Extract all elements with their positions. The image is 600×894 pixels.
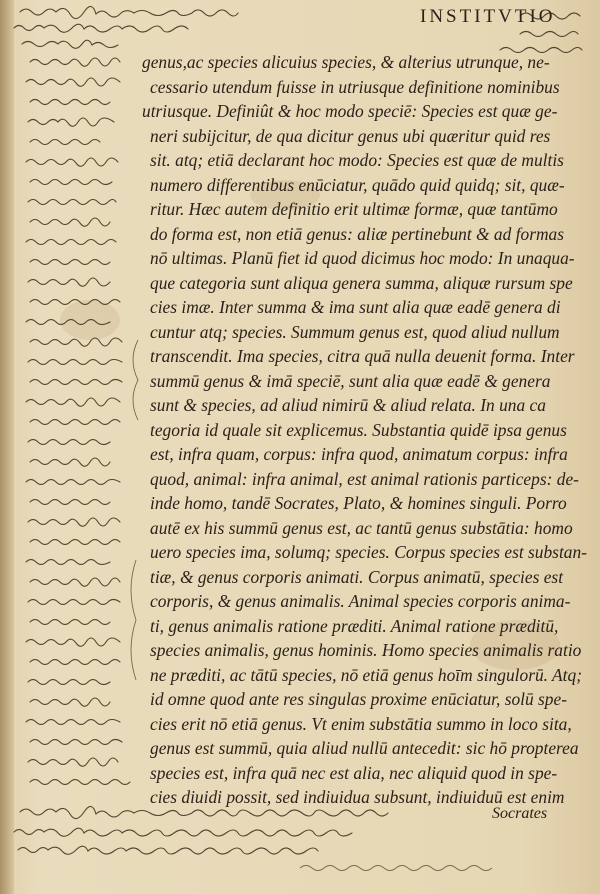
text-line: species est, infra quā nec est alia, nec aliquid quod in spe- [150,762,558,783]
text-line: genus,ac species alicuius species, & alterius utrunque, ne- [142,52,550,72]
text-line: cies erit nō etiā genus. Vt enim substātia summo in loco sita, [150,713,572,734]
text-line: cessario utendum fuisse in utriusque definitione nominibus [150,76,560,97]
text-line: neri subijcitur, de qua dicitur genus ubi quæritur quid res [150,125,551,146]
text-line: quod, animal: infra animal, est animal rationis particeps: de- [150,468,579,489]
text-line: id omne quod ante res singulas proxime enūciatur, solū spe- [150,689,568,709]
text-line: autē ex his summū genus est, ac tantū genus substātia: homo [150,517,573,538]
text-line: sit. atq; etiā declarant hoc modo: Species est quæ de multis [150,150,564,170]
catchword: Socrates [492,805,548,822]
text-line: transcendit. Ima species, citra quā nulla deuenit forma. Inter [150,346,575,366]
text-line: numero differentibus enūciatur, quādo quid quidq; sit, quæ- [150,174,565,195]
text-line: corporis, & genus animalis. Animal species corporis anima- [150,591,571,611]
text-line: est, infra quam, corpus: infra quod, animatum corpus: infra [150,444,568,464]
text-line: uero species ima, solumq; species. Corpus species est substan- [150,542,587,562]
text-line: ne præditi, ac tātū species, nō etiā genus hoīm singulorū. Atq; [150,664,582,685]
text-line: sunt & species, ad aliud nimirū & aliud relata. In una ca [150,395,546,415]
text-line: utriusque. Definiût & hoc modo speciē: Species est quæ ge- [142,101,558,121]
text-line: tegoria id quale sit explicemus. Substantia quidē ipsa genus [150,419,567,440]
text-line: nō ultimas. Planū fiet id quod dicimus hoc modo: In unaqua- [150,248,575,268]
body-text [142,50,587,810]
text-line: species animalis, genus hominis. Homo species animalis ratio [150,640,582,660]
text-line: summū genus & imā speciē, sunt alia quæ eadē & genera [150,370,551,391]
text-line: cies imæ. Inter summa & ima sunt alia quæ eadē genera di [150,297,561,317]
text-line: do forma est, non etiā genus: aliæ pertinebunt & ad formas [150,223,564,244]
text-line: inde homo, tandē Socrates, Plato, & homines singuli. Porro [150,493,567,513]
text-line: cies diuidi possit, sed indiuidua subsunt, indiuiduū est enim [150,787,565,807]
running-head: INSTITVTIO [420,6,556,27]
text-line: que categoria sunt aliqua genera summa, aliquæ rursum spe [150,272,573,293]
text-line: ti, genus animalis ratione præditi. Animal ratione præditū, [150,615,559,636]
text-line: tiæ, & genus corporis animati. Corpus animatū, species est [150,566,564,587]
text-line: ritur. Hæc autem definitio erit ultimæ formæ, quæ tantūmo [150,199,558,219]
text-line: genus est summū, quia aliud nullū antecedit: sic hō propterea [150,738,579,758]
text-line: cuntur atq; species. Summum genus est, quod aliud nullum [150,321,560,342]
